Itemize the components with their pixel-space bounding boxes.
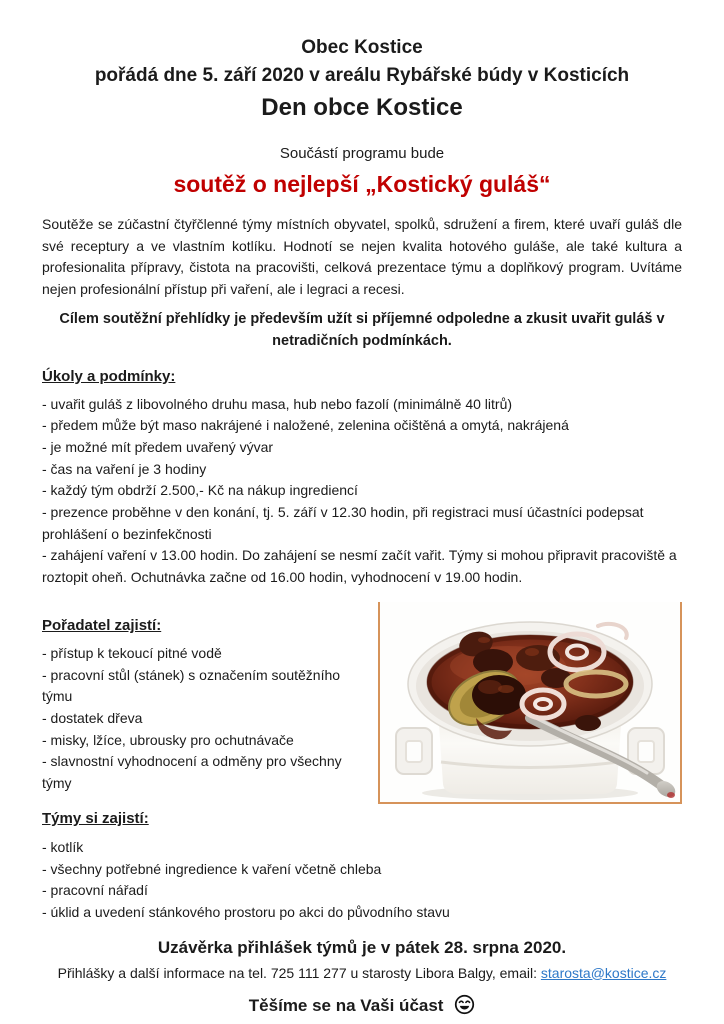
header-line-2: pořádá dne 5. září 2020 v areálu Rybářské búdy v Kosticích — [94, 65, 630, 86]
list-item: - přístup k tekoucí pitné vodě — [42, 644, 222, 661]
contact-text: Přihlášky a další informace na tel. 725 111 277 u starosty Libora Balgy, email: — [57, 964, 541, 981]
list-item: - dostatek dřeva — [42, 710, 143, 726]
goulash-photo-illustration — [380, 602, 680, 802]
contest-title: soutěž o nejlepší „Kostický guláš“ — [173, 171, 551, 197]
list-item: - pracovní nářadí — [42, 882, 148, 899]
list-item: - všechny potřebné ingredience k vaření včetně chleba — [42, 860, 382, 877]
list-item: - předem může být maso nakrájené i naložené, zelenina očištěná a omytá, nakrájená — [42, 417, 569, 434]
tasks-heading: Úkoly a podmínky: — [42, 367, 176, 385]
list-item: - čas na vaření je 3 hodiny — [42, 460, 207, 477]
list-item: - slavnostní vyhodnocení a odměny pro všechny týmy — [42, 753, 342, 792]
program-subtitle: Součástí programu bude — [279, 145, 445, 162]
organizer-section — [42, 602, 682, 829]
page-title: Den obce Kostice — [261, 94, 463, 121]
teams-heading: Týmy si zajistí: — [42, 809, 149, 827]
organizer-heading: Pořadatel zajistí: — [42, 616, 162, 634]
list-item: - kotlík — [42, 838, 84, 855]
closing-line — [42, 994, 682, 1018]
smiley-icon — [454, 994, 475, 1015]
list-item: - zahájení vaření v 13.00 hodin. Do zahájení se nesmí začít vařit. Týmy si mohou připravit pracoviště a roztopit oheň. Ochutnávka začne od 16.00 hodin, vyhodnocení v 19.00 hodin. — [42, 547, 677, 586]
intro-paragraph: Soutěže se zúčastní čtyřčlenné týmy místních obyvatel, spolků, sdružení a firem, které uvaří guláš dle své receptury a ve vlastním kotlíku. Hodnotí se nejen kvalita hotového guláše, ale také kultura a profesionalita přípravy, čistota na pracovišti, celková prezentace týmu a doplňkový program. Uvítáme nejen profesionální přístup při vaření, ale i legraci a recesi. — [42, 216, 682, 297]
list-item: - prezence proběhne v den konání, tj. 5. září v 12.30 hodin, při registraci musí účastníci podepsat prohlášení o bezinfekčnosti — [42, 504, 644, 542]
list-item: - každý tým obdrží 2.500,- Kč na nákup ingrediencí — [42, 482, 358, 499]
list-item: - úklid a uvedení stánkového prostoru po akci do původního stavu — [42, 903, 450, 920]
goulash-photo — [378, 602, 682, 804]
list-item: - je možné mít předem uvařený vývar — [42, 438, 274, 455]
list-item: - uvařit guláš z libovolného druhu masa, hub nebo fazolí (minimálně 40 litrů) — [42, 395, 513, 412]
header-line-1: Obec Kostice — [301, 37, 423, 58]
email-link[interactable]: starosta@kostice.cz — [540, 964, 667, 981]
list-item: - pracovní stůl (stánek) s označením soutěžního týmu — [42, 666, 341, 705]
teams-list — [42, 837, 682, 924]
list-item: - misky, lžíce, ubrousky pro ochutnávače — [42, 731, 294, 748]
deadline-text: Uzávěrka přihlášek týmů je v pátek 28. srpna 2020. — [157, 937, 567, 957]
goal-statement: Cílem soutěžní přehlídky je především užít si příjemné odpoledne a zkusit uvařit guláš v netradičních podmínkách. — [59, 311, 665, 349]
tasks-list — [42, 394, 682, 589]
contact-line — [42, 963, 682, 983]
closing-text: Těšíme se na Vaši účast — [248, 995, 444, 1015]
